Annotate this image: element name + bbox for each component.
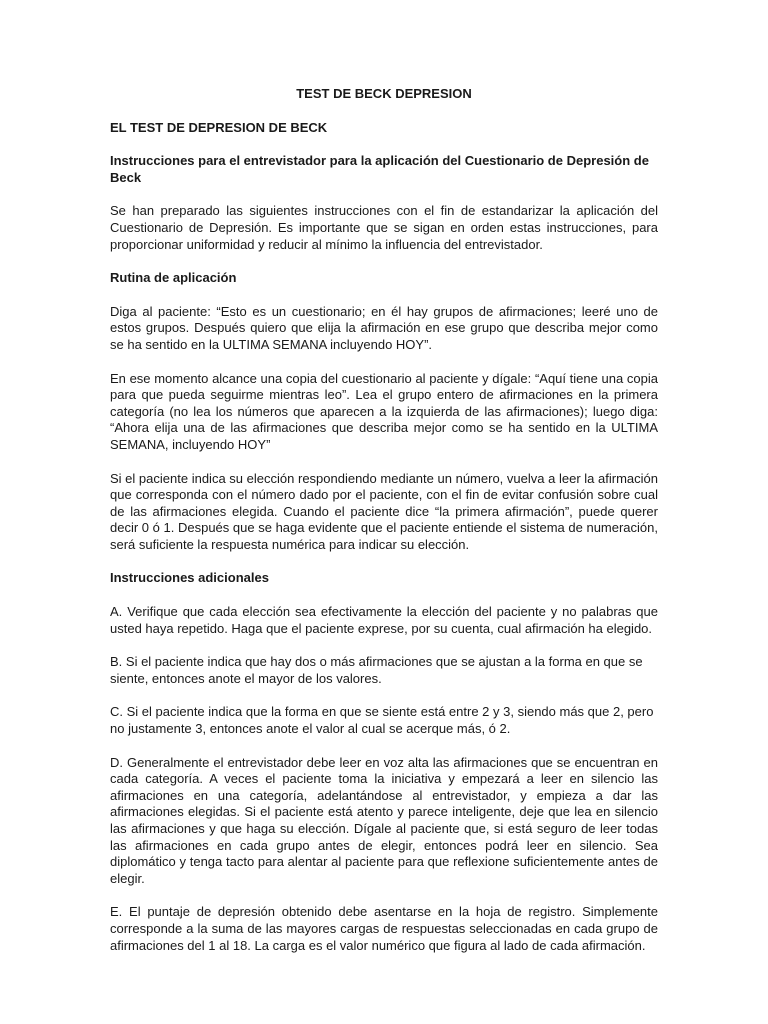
- instruction-item-b: B. Si el paciente indica que hay dos o más afirmaciones que se ajustan a la forma en que se siente, entonces anote el mayor de los valores.: [110, 654, 643, 686]
- instruction-item-e: E. El puntaje de depresión obtenido debe asentarse en la hoja de registro. Simplemente corresponde a la suma de las mayores cargas de respuestas seleccionadas en cada grupo de afirmaciones del 1 al 18. La carga es el valor numérico que figura al lado de cada afirmación.: [110, 904, 658, 953]
- routine-paragraph-1: Diga al paciente: “Esto es un cuestionario; en él hay grupos de afirmaciones; leeré uno de estos grupos. Después quiero que elija la afirmación en ese grupo que describa mejor como se ha sentido en la ULTIMA SEMANA incluyendo HOY”.: [110, 303, 658, 352]
- document-page: [110, 86, 658, 971]
- instruction-item-c: C. Si el paciente indica que la forma en que se siente está entre 2 y 3, siendo más que 2, pero no justamente 3, entonces anote el valor al cual se acerque más, ó 2.: [110, 704, 654, 737]
- additional-heading: Instrucciones adicionales: [110, 570, 269, 586]
- routine-paragraph-3: Si el paciente indica su elección respondiendo mediante un número, vuelva a leer la afirmación que corresponda con el número dado por el paciente, con el fin de evitar confusión sobre cual de las afirmaciones elegida. Cuando el paciente dice “la primera afirmación”, puede querer decir 0 ó 1. Después que se haga evidente que el paciente entiende el sistema de numeración, será suficiente la respuesta numérica para indicar su elección.: [110, 470, 658, 552]
- instruction-item-a: A. Verifique que cada elección sea efectivamente la elección del paciente y no palabras que usted haya repetido. Haga que el paciente exprese, por su cuenta, cual afirmación ha elegido.: [110, 604, 658, 636]
- document-title: TEST DE BECK DEPRESION: [296, 86, 472, 101]
- routine-heading: Rutina de aplicación: [110, 270, 237, 286]
- intro-paragraph: Se han preparado las siguientes instrucciones con el fin de estandarizar la aplicación del Cuestionario de Depresión. Es importante que se sigan en orden estas instrucciones, para proporcionar uniformidad y reducir al mínimo la influencia del entrevistador.: [110, 203, 658, 252]
- instruction-item-d: D. Generalmente el entrevistador debe leer en voz alta las afirmaciones que se encuentran en cada categoría. A veces el paciente toma la iniciativa y empezará a leer en silencio las afirmaciones en una categoría, adelantándose al entrevistador, y empieza a dar las afirmaciones elegidas. Si el paciente está atento y parece inteligente, deje que lea en silencio las afirmaciones y que haga su elección. Dígale al paciente que, si está seguro de leer todas las afirmaciones en cada grupo antes de elegir, entonces podrá leer en silencio. Sea diplomático y tenga tacto para alentar al paciente para que reflexione suficientemente antes de elegir.: [110, 754, 658, 886]
- routine-paragraph-2: En ese momento alcance una copia del cuestionario al paciente y dígale: “Aquí tiene una copia para que pueda seguirme mientras leo”. Lea el grupo entero de afirmaciones en la primera categoría (no lea los números que aparecen a la izquierda de las afirmaciones); luego diga: “Ahora elija una de las afirmaciones que describa mejor como se ha sentido en la ULTIMA SEMANA, incluyendo HOY”: [110, 370, 658, 452]
- instructions-heading: Instrucciones para el entrevistador para la aplicación del Cuestionario de Depresión de Beck: [110, 153, 649, 185]
- main-heading: EL TEST DE DEPRESION DE BECK: [110, 119, 328, 135]
